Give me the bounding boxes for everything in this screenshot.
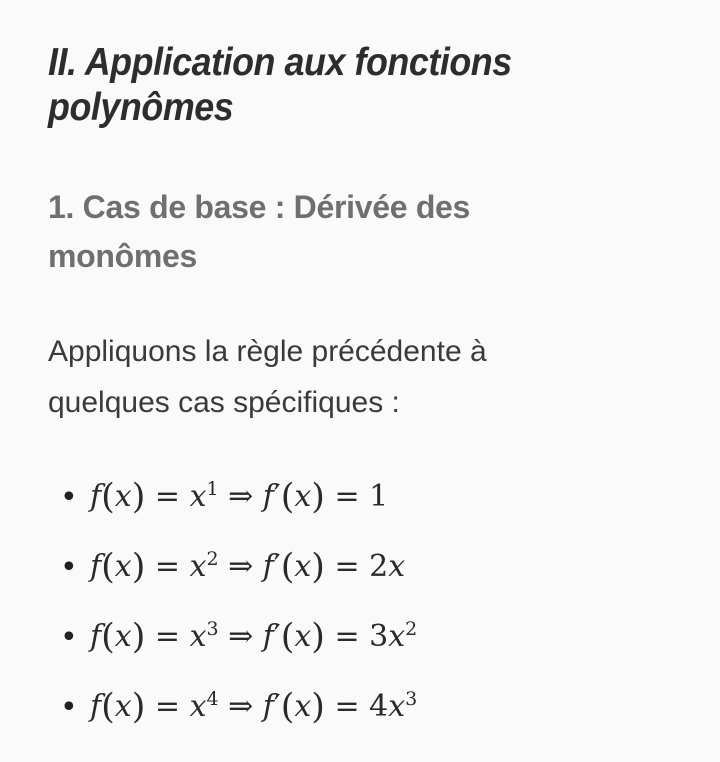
math-formula: $f(x) = x^4$ ⇒ $f'(x) = 4x^3$ — [90, 687, 418, 727]
formula-list-item — [48, 602, 672, 672]
math-formula: $f(x) = x^3$ ⇒ $f'(x) = 3x^2$ — [90, 617, 418, 657]
bullet-marker: • — [60, 689, 78, 725]
subsection-heading — [48, 183, 672, 281]
formula-list-item — [48, 672, 672, 742]
bullet-marker: • — [60, 479, 78, 515]
math-formula: $f(x) = x^1$ ⇒ f′(x) = 1 — [90, 477, 389, 517]
bullet-marker: • — [60, 549, 78, 585]
section-heading-line-2: polynômes — [48, 86, 234, 129]
section-heading — [48, 40, 622, 130]
formula-list-item — [48, 532, 672, 602]
monomial-derivative-list — [48, 462, 672, 742]
subsection-heading-line-2: monômes — [48, 238, 198, 274]
formula-list-item — [48, 462, 672, 532]
section-heading-line-1: II. Application aux fonctions — [48, 41, 512, 84]
subsection-heading-line-1: 1. Cas de base : Dérivée des — [48, 189, 471, 225]
math-formula: $f(x) = x^2$ ⇒ f′(x) = 2x — [90, 547, 406, 587]
intro-paragraph-line-2: quelques cas spécifiques : — [48, 386, 400, 419]
intro-paragraph — [48, 326, 672, 428]
bullet-marker: • — [60, 619, 78, 655]
lesson-page — [0, 40, 720, 742]
intro-paragraph-line-1: Appliquons la règle précédente à — [48, 335, 487, 368]
